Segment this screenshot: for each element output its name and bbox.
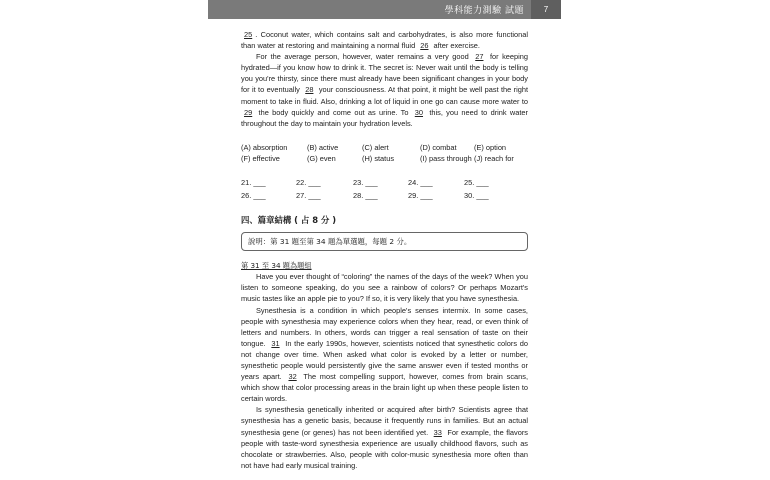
- passage1-paragraph-2: [241, 51, 528, 129]
- header-title: 學科能力測驗 試題: [444, 6, 524, 16]
- blank-28: 28: [305, 85, 314, 95]
- exam-page: [208, 0, 561, 480]
- paragraph-text: for keeping hydrated—if you know how to drink it. The secret is: Never wait until the body is telling you you're thirsty, since there must already have been significant changes in your body for it to eventually: [241, 52, 528, 95]
- passage2-paragraph-1: [241, 271, 528, 304]
- paragraph-text: your consciousness. At that point, it might be well past the right moment to take in fluid. Also, drinking a lot of liquid in one go can cause more water to: [241, 85, 529, 106]
- options-list: [241, 142, 528, 164]
- question-range: [241, 260, 528, 271]
- blank-25: 25: [244, 30, 253, 39]
- answer-line: 26. ___: [241, 191, 266, 201]
- blank-31: 31: [271, 338, 280, 348]
- paragraph-text: the body quickly and come out as urine. To: [255, 107, 412, 117]
- paragraph-text: after exercise.: [431, 41, 480, 51]
- page-header: [208, 0, 561, 19]
- option-item: (A) absorption: [241, 142, 288, 152]
- option-item: (H) status: [362, 153, 395, 163]
- blank-26: 26: [420, 41, 429, 51]
- answer-line: 30. ___: [464, 191, 489, 201]
- blank-33: 33: [433, 427, 442, 437]
- paragraph-text: Have you ever thought of “coloring” the names of the days of the week? When you listen to someone speaking, do you see a rainbow of colors? Or perhaps Mozart's music tastes like an apple pie to you? If so, it is very likely that you have synesthesia.: [241, 272, 528, 304]
- passage1-paragraph-1: [241, 29, 528, 51]
- blank-30: 30: [414, 107, 424, 117]
- paragraph-text: Is synesthesia genetically inherited or acquired after birth? Scientists agree that synesthesia has a genetic basis, because it frequently runs in families. But an actual synesthesia gene (or genes) has not been identified yet.: [241, 405, 528, 437]
- option-item: (D) combat: [420, 142, 457, 152]
- answer-line: 23. ___: [353, 178, 378, 188]
- blank-27: 27: [475, 52, 484, 62]
- blank-32: 32: [288, 372, 297, 382]
- option-item: (B) active: [307, 142, 339, 152]
- section-instruction: 說明：第 31 題至第 34 題為單選題，每題 2 分。: [241, 232, 528, 251]
- paragraph-text: this, you need to drink water throughout the day to maintain your hydration levels.: [241, 107, 528, 128]
- answer-line: 28. ___: [353, 191, 378, 201]
- option-item: (E) option: [474, 142, 507, 152]
- answer-line: 22. ___: [296, 178, 321, 188]
- page-content: [241, 29, 528, 471]
- section-title: 四、篇章結構 ( 占 8 分 ): [241, 215, 337, 226]
- page-number: 7: [531, 0, 561, 19]
- paragraph-text: The most compelling support, however, comes from brain scans, which show that color processing areas in the brain light up when these people listen to certain words.: [241, 372, 528, 404]
- paragraph-text: For the average person, however, water remains a very good: [256, 52, 473, 62]
- answer-line: 27. ___: [296, 191, 321, 201]
- answer-lines: [241, 176, 528, 202]
- paragraph-text: . Coconut water, which contains salt and carbohydrates, is also more functional than water at restoring and maintaining a normal fluid: [241, 30, 528, 51]
- blank-29: 29: [244, 107, 253, 117]
- passage2-paragraph-3: [241, 404, 528, 471]
- paragraph-text: In the early 1990s, however, scientists noticed that synesthetic colors do not change over time. When asked what color is evoked by a letter or number, synesthetic people would persistently give the same answer even if tested months or years apart.: [241, 338, 528, 382]
- paragraph-text: For example, the flavors people with taste-word synesthesia experience are usually childhood flavors, such as chocolate or strawberries. Also, people with color-music synesthesia more often than not have had early musical training.: [241, 427, 528, 470]
- option-item: (G) even: [307, 153, 336, 163]
- option-item: (F) effective: [241, 153, 280, 163]
- question-range-text: 第 31 至 34 題為題組: [241, 261, 312, 271]
- paragraph-text: Synesthesia is a condition in which people's senses intermix. In some cases, people with synesthesia may experience colors when they hear, read, or even think of letters and numbers. In others, words can trigger a real sensation of taste on their tongue.: [241, 305, 528, 348]
- option-item: (I) pass through: [420, 153, 472, 163]
- option-item: (C) alert: [362, 142, 389, 152]
- answer-line: 29. ___: [408, 191, 433, 201]
- answer-line: 24. ___: [408, 178, 433, 188]
- answer-line: 25. ___: [464, 178, 489, 188]
- passage2-paragraph-2: [241, 305, 528, 405]
- answer-line: 21. ___: [241, 178, 266, 188]
- option-item: (J) reach for: [474, 153, 514, 163]
